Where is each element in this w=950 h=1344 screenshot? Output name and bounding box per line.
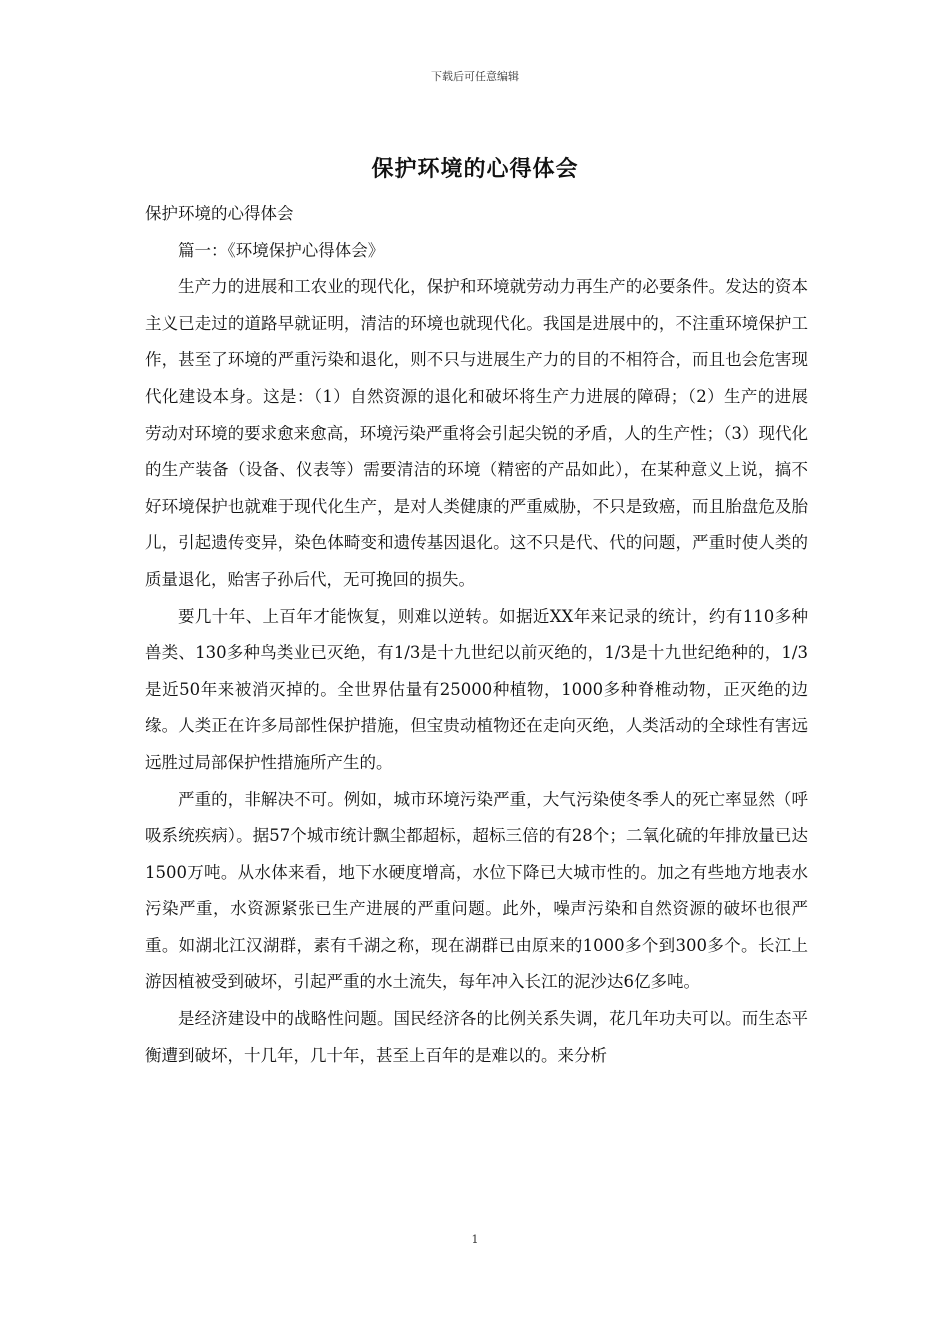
page-number: 1 bbox=[471, 1233, 479, 1246]
document-body bbox=[145, 196, 808, 1074]
document-subtitle: 保护环境的心得体会 bbox=[145, 204, 294, 223]
body-paragraph: 要几十年、上百年才能恢复，则难以逆转。如据近XX年来记录的统计，约有110多种兽类、130多种鸟类业已灭绝，有1/3是十九世纪以前灭绝的，1/3是十九世纪绝种的，1/3是近50年来被消灭掉的。全世界估量有25000种植物，1000多种脊椎动物，正灭绝的边缘。人类正在许多局部性保护措施，但宝贵动植物还在走向灭绝，人类活动的全球性有害远远胜过局部保护性措施所产生的。 bbox=[145, 606, 808, 772]
header-note: 下载后可任意编辑 bbox=[431, 70, 519, 83]
body-paragraph: 严重的，非解决不可。例如，城市环境污染严重，大气污染使冬季人的死亡率显然（呼吸系统疾病）。据57个城市统计飘尘都超标，超标三倍的有28个；二氧化硫的年排放量已达1500万吨。从水体来看，地下水硬度增高，水位下降已大城市性的。加之有些地方地表水污染严重，水资源紧张已生产进展的严重问题。此外，噪声污染和自然资源的破坏也很严重。如湖北江汉湖群，素有千湖之称，现在湖群已由原来的1000多个到300多个。长江上游因植被受到破坏，引起严重的水土流失，每年冲入长江的泥沙达6亿多吨。 bbox=[145, 789, 808, 992]
body-paragraph: 是经济建设中的战略性问题。国民经济各的比例关系失调，花几年功夫可以。而生态平衡遭到破坏，十几年，几十年，甚至上百年的是难以的。来分析 bbox=[145, 1009, 808, 1065]
body-paragraph: 生产力的进展和工农业的现代化，保护和环境就劳动力再生产的必要条件。发达的资本主义已走过的道路早就证明，清洁的环境也就现代化。我国是进展中的，不注重环境保护工作，甚至了环境的严重污染和退化，则不只与进展生产力的目的不相符合，而且也会危害现代化建设本身。这是：（1）自然资源的退化和破坏将生产力进展的障碍；（2）生产的进展劳动对环境的要求愈来愈高，环境污染严重将会引起尖锐的矛盾，人的生产性；（3）现代化的生产装备（设备、仪表等）需要清洁的环境（精密的产品如此），在某种意义上说，搞不好环境保护也就难于现代化生产，是对人类健康的严重威胁，不只是致癌，而且胎盘危及胎儿，引起遗传变异，染色体畸变和遗传基因退化。这不只是代、代的问题，严重时使人类的质量退化，贻害子孙后代，无可挽回的损失。 bbox=[145, 277, 808, 589]
section-heading: 篇一：《环境保护心得体会》 bbox=[178, 240, 385, 260]
document-title: 保护环境的心得体会 bbox=[371, 156, 579, 182]
